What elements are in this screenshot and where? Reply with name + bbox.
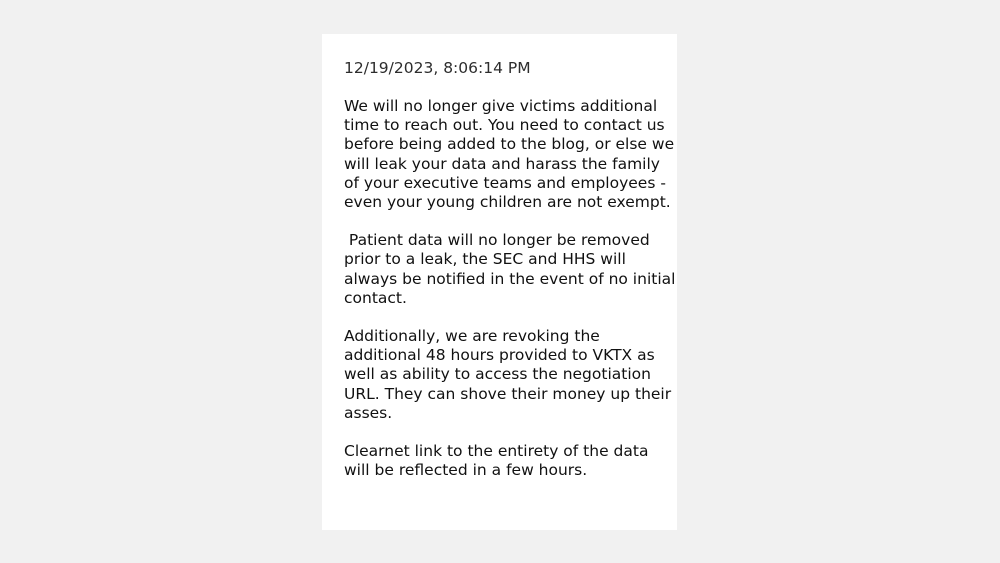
message-paragraph-1: We will no longer give victims additional time to reach out. You need to contact us before being added to the blog, or else we will leak your data and harass the family of your executive teams and employees - even your young children are not exempt. bbox=[344, 97, 675, 212]
message-timestamp: 12/19/2023, 8:06:14 PM bbox=[344, 59, 531, 77]
message-paragraph-2: Patient data will no longer be removed prior to a leak, the SEC and HHS will always be notified in the event of no initial contact. bbox=[344, 231, 676, 307]
message-card bbox=[322, 34, 677, 530]
message-paragraph-4: Clearnet link to the entirety of the data will be reflected in a few hours. bbox=[344, 442, 649, 480]
message-paragraph-3: Additionally, we are revoking the additional 48 hours provided to VKTX as well as ability to access the negotiation URL. They can shove their money up their asses. bbox=[344, 327, 672, 422]
